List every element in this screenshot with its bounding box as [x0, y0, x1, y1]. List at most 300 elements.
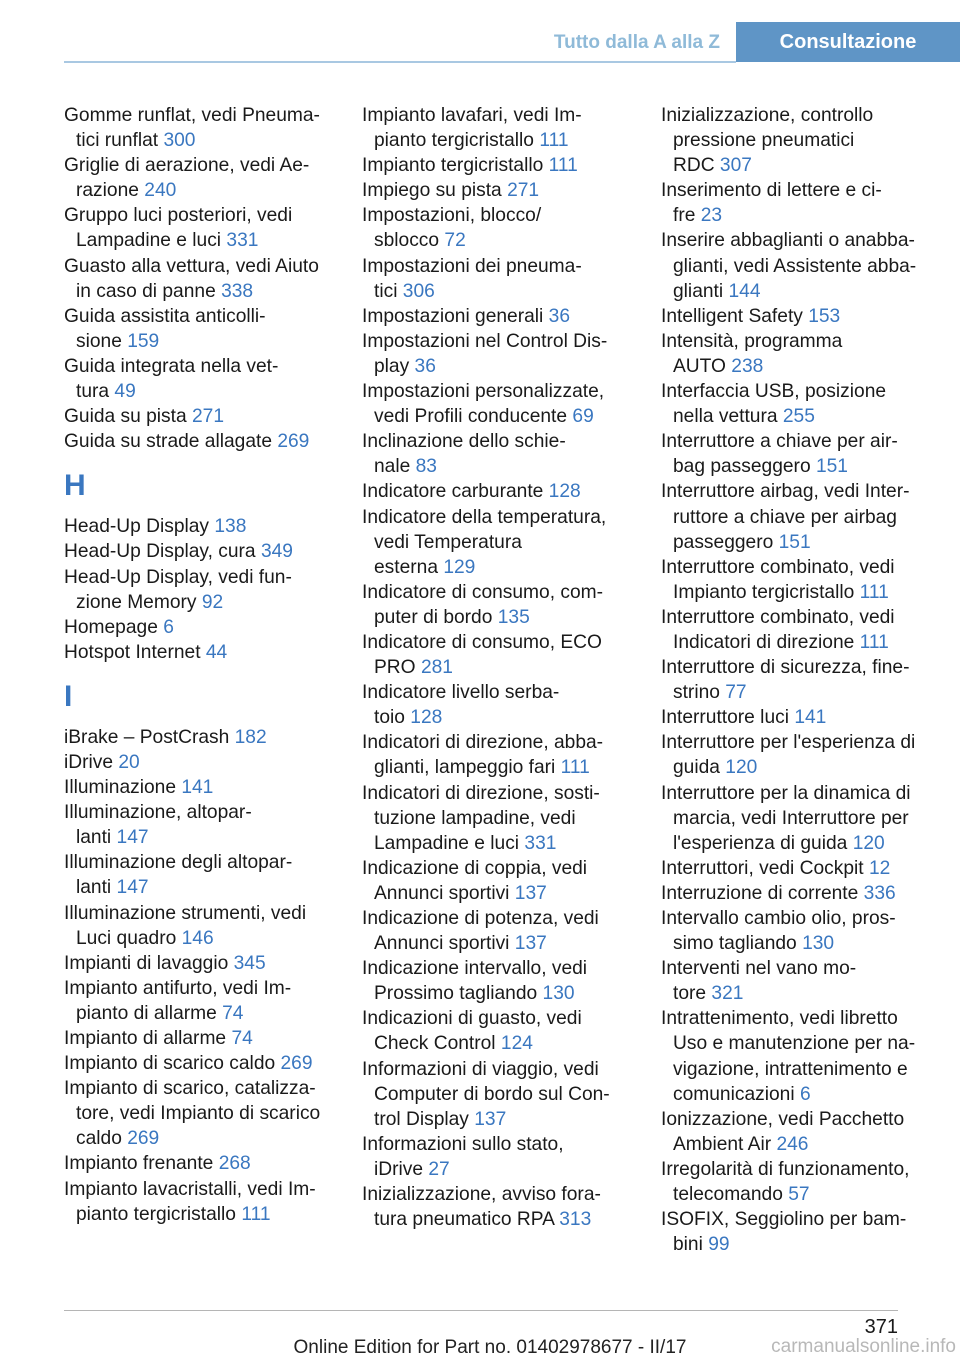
index-entry	[362, 730, 626, 755]
index-entry	[76, 128, 336, 153]
index-entry	[362, 103, 626, 128]
page-link[interactable]: 92	[201, 591, 224, 613]
page-link[interactable]: 144	[728, 280, 761, 302]
entry-text: guida	[673, 757, 720, 779]
index-entry	[673, 831, 933, 856]
entry-text: Head-Up Display	[64, 516, 210, 538]
entry-text: Interruttore luci	[661, 707, 789, 729]
entry-text: Indicazione di potenza, vedi	[362, 908, 599, 929]
entry-text: Interruttore per l'esperienza di	[661, 732, 916, 754]
index-entry	[64, 901, 336, 926]
page-link[interactable]: 111	[859, 581, 889, 603]
index-entry	[661, 781, 933, 806]
index-entry	[374, 128, 626, 153]
page-link[interactable]: 129	[443, 556, 476, 578]
page-link[interactable]: 6	[799, 1083, 811, 1105]
entry-text: Interruttori, vedi Cockpit	[661, 857, 864, 879]
entry-text: Impianto di scarico caldo	[64, 1053, 276, 1075]
index-entry	[362, 304, 626, 329]
entry-text: passeggero	[673, 531, 774, 553]
index-entry	[374, 1107, 626, 1132]
index-entry	[673, 404, 933, 429]
entry-text: Impiego su pista	[362, 180, 502, 202]
page-link[interactable]: 313	[559, 1209, 592, 1231]
entry-text: Interruttore combinato, vedi	[661, 606, 895, 628]
index-entry	[362, 580, 626, 605]
index-entry	[362, 379, 626, 404]
entry-text: tore	[673, 983, 707, 1005]
entry-text: AUTO	[673, 355, 726, 377]
page-link[interactable]: 120	[852, 832, 885, 854]
entry-text: glianti, vedi Assistente abba‐	[673, 255, 917, 277]
entry-text: Indicatori di direzione	[673, 631, 855, 653]
page-link[interactable]: 307	[719, 155, 752, 177]
page-link[interactable]: 77	[725, 682, 747, 704]
page-link[interactable]: 240	[144, 180, 177, 202]
index-entry	[362, 1006, 626, 1031]
entry-text: Informazioni di viaggio, vedi	[362, 1058, 599, 1080]
page-link[interactable]: 74	[222, 1002, 244, 1024]
page-link[interactable]: 6	[163, 616, 174, 638]
entry-text: Impostazioni generali	[362, 305, 544, 327]
page-link[interactable]: 268	[218, 1153, 251, 1175]
index-entry	[673, 1082, 933, 1107]
entry-text: Impianto frenante	[64, 1153, 214, 1175]
entry-text: comunicazioni	[673, 1083, 795, 1105]
index-entry	[374, 655, 626, 680]
edition-note: Online Edition for Part no. 01402978677 - II/17	[293, 1337, 687, 1358]
page-link[interactable]: 83	[415, 456, 437, 478]
entry-text: Guida su pista	[64, 406, 187, 428]
page-link[interactable]: 271	[507, 180, 540, 202]
index-entry	[374, 228, 626, 253]
page-link[interactable]: 321	[711, 983, 744, 1005]
index-entry	[673, 806, 933, 831]
entry-text: Interruttore combinato, vedi	[661, 556, 895, 578]
index-entry	[374, 931, 626, 956]
entry-text: telecomando	[673, 1184, 783, 1206]
entry-text: Head-Up Display, vedi fun‐	[64, 566, 292, 588]
page-link[interactable]: 238	[731, 355, 764, 377]
index-entry	[661, 555, 933, 580]
entry-text: Impianto di allarme	[64, 1028, 227, 1049]
index-entry	[374, 354, 626, 379]
index-entry	[362, 429, 626, 454]
page-link[interactable]: 111	[560, 757, 590, 779]
page-link[interactable]: 57	[788, 1184, 810, 1206]
entry-text: nale	[374, 456, 411, 478]
entry-text: Inizializzazione, avviso fora‐	[362, 1184, 601, 1206]
index-entry	[673, 505, 933, 530]
page-link[interactable]: 255	[782, 406, 815, 428]
entry-text: Inclinazione dello schie‐	[362, 431, 566, 453]
index-entry	[362, 203, 626, 228]
index-entry	[673, 755, 933, 780]
page-link[interactable]: 111	[859, 631, 889, 653]
entry-text: bini	[673, 1234, 703, 1256]
index-entry	[64, 615, 336, 640]
index-entry	[673, 1132, 933, 1157]
entry-text: Ambient Air	[673, 1133, 772, 1155]
index-entry	[64, 850, 336, 875]
entry-text: Inizializzazione, controllo	[661, 105, 874, 126]
page-link[interactable]: 138	[214, 516, 247, 538]
index-entry	[374, 705, 626, 730]
index-entry	[76, 1001, 336, 1026]
page-link[interactable]: 135	[497, 606, 530, 628]
index-entry	[64, 254, 336, 279]
page-link[interactable]: 99	[708, 1234, 730, 1256]
index-entry	[76, 1202, 336, 1227]
index-entry	[673, 1232, 933, 1257]
entry-text: Impostazioni, blocco/	[362, 205, 542, 227]
index-entry	[661, 655, 933, 680]
entry-text: Uso e manutenzione per na‐	[673, 1033, 916, 1055]
page-link[interactable]: 128	[410, 707, 443, 729]
entry-text: l'esperienza di guida	[673, 832, 848, 854]
index-entry	[661, 379, 933, 404]
index-entry	[661, 329, 933, 354]
tab-consultazione[interactable]: Consultazione	[736, 22, 960, 62]
index-entry	[362, 630, 626, 655]
entry-text: Interventi nel vano mo‐	[661, 958, 857, 980]
entry-text: glianti	[673, 280, 724, 302]
index-entry	[76, 1126, 336, 1151]
entry-text: puter di bordo	[374, 606, 493, 628]
index-entry	[661, 304, 933, 329]
entry-text: Griglie di aerazione, vedi Ae‐	[64, 155, 310, 177]
entry-text: caldo	[76, 1128, 122, 1150]
index-entry	[673, 203, 933, 228]
index-entry	[661, 429, 933, 454]
page-link[interactable]: 111	[241, 1203, 271, 1225]
index-entry	[374, 530, 626, 555]
page-link[interactable]: 130	[802, 933, 835, 955]
index-entry	[64, 800, 336, 825]
entry-text: Computer di bordo sul Con‐	[374, 1083, 610, 1105]
entry-text: bag passeggero	[673, 456, 811, 478]
index-entry	[64, 103, 336, 128]
index-entry	[76, 178, 336, 203]
entry-text: trol Display	[374, 1108, 469, 1130]
entry-text: Intrattenimento, vedi libretto	[661, 1008, 898, 1030]
entry-text: zione Memory	[76, 591, 197, 613]
index-entry	[362, 856, 626, 881]
entry-text: Impianto tergicristallo	[673, 581, 855, 603]
index-entry	[64, 750, 336, 775]
index-entry	[64, 1151, 336, 1176]
entry-text: Interruttore a chiave per air‐	[661, 431, 898, 453]
index-entry	[661, 1006, 933, 1031]
index-entry	[362, 781, 626, 806]
entry-text: Impianto lavacristalli, vedi Im‐	[64, 1178, 316, 1200]
entry-text: Indicatore livello serba‐	[362, 682, 560, 704]
watermark: carmanualsonline.info	[771, 1336, 956, 1357]
index-entry	[661, 856, 933, 881]
entry-text: Impianto antifurto, vedi Im‐	[64, 977, 292, 999]
entry-text: vigazione, intrattenimento e	[673, 1058, 908, 1080]
page-link[interactable]: 27	[428, 1158, 450, 1180]
index-entry	[374, 404, 626, 429]
index-entry	[374, 555, 626, 580]
entry-text: nella vettura	[673, 406, 778, 428]
index-entry	[362, 1132, 626, 1157]
page-link[interactable]: 146	[181, 927, 214, 949]
index-entry	[661, 956, 933, 981]
index-column-2	[362, 103, 626, 1232]
entry-text: Gomme runflat, vedi Pneuma‐	[64, 105, 320, 126]
page-link[interactable]: 49	[114, 381, 136, 403]
index-entry	[64, 514, 336, 539]
entry-text: Indicatori di direzione, sosti‐	[362, 782, 600, 804]
index-entry	[362, 254, 626, 279]
entry-text: Lampadine e luci	[374, 832, 520, 854]
entry-text: fre	[673, 205, 696, 227]
index-entry	[374, 454, 626, 479]
entry-text: Indicatori di direzione, abba‐	[362, 732, 604, 754]
page-link[interactable]: 246	[776, 1133, 809, 1155]
entry-text: vedi Profili conducente	[374, 406, 568, 428]
page-link[interactable]: 269	[280, 1053, 313, 1075]
index-entry	[64, 429, 336, 454]
page-link[interactable]: 331	[226, 230, 259, 252]
page-link[interactable]: 44	[205, 641, 228, 663]
entry-text: Indicazione di coppia, vedi	[362, 857, 588, 879]
entry-text: Indicazione intervallo, vedi	[362, 958, 588, 980]
page-link[interactable]: 137	[474, 1108, 507, 1130]
entry-text: pressione pneumatici	[673, 130, 855, 152]
entry-text: Guida assistita anticolli‐	[64, 305, 266, 327]
index-entry	[76, 379, 336, 404]
index-entry	[362, 1057, 626, 1082]
page-link[interactable]: 349	[260, 541, 293, 563]
entry-text: Homepage	[64, 616, 158, 638]
entry-text: razione	[76, 180, 139, 202]
entry-text: Impostazioni personalizzate,	[362, 381, 605, 403]
entry-text: Interruttore di sicurezza, fine‐	[661, 657, 910, 679]
page-link[interactable]: 300	[163, 130, 196, 152]
entry-text: pianto tergicristallo	[76, 1203, 236, 1225]
entry-text: Ionizzazione, vedi Pacchetto	[661, 1108, 905, 1130]
entry-text: Indicazioni di guasto, vedi	[362, 1008, 582, 1030]
entry-text: Annunci sportivi	[374, 933, 510, 955]
entry-text: Impostazioni nel Control Dis‐	[362, 330, 608, 352]
index-entry	[673, 454, 933, 479]
index-entry	[661, 881, 933, 906]
entry-text: Prossimo tagliando	[374, 983, 538, 1005]
index-entry	[64, 1026, 336, 1051]
entry-text: Illuminazione degli altopar‐	[64, 852, 293, 874]
page-link[interactable]: 23	[700, 205, 723, 227]
index-entry	[673, 981, 933, 1006]
index-letter-i: I	[64, 679, 73, 713]
page-link[interactable]: 271	[192, 406, 225, 428]
entry-text: ISOFIX, Seggiolino per bam‐	[661, 1209, 907, 1231]
index-entry	[64, 203, 336, 228]
index-entry	[76, 329, 336, 354]
entry-text: Intensità, programma	[661, 330, 843, 352]
index-entry	[374, 1031, 626, 1056]
entry-text: Indicatore di consumo, ECO	[362, 631, 602, 653]
index-entry	[374, 1082, 626, 1107]
index-entry	[76, 825, 336, 850]
page-link[interactable]: 147	[116, 827, 149, 849]
entry-text: Impianto lavafari, vedi Im‐	[362, 105, 582, 126]
index-entry	[76, 875, 336, 900]
entry-text: Illuminazione, altopar‐	[64, 802, 252, 824]
page-link[interactable]: 36	[548, 305, 571, 327]
index-entry	[374, 1157, 626, 1182]
index-entry	[64, 1177, 336, 1202]
page-link[interactable]: 111	[548, 155, 578, 177]
entry-text: Interruttore per la dinamica di	[661, 782, 911, 804]
page-link[interactable]: 74	[231, 1028, 253, 1049]
entry-text: toio	[374, 707, 405, 729]
entry-text: Indicatore carburante	[362, 481, 544, 503]
entry-text: Inserire abbaglianti o anabba‐	[661, 230, 915, 252]
index-entry	[64, 725, 336, 750]
page-link[interactable]: 338	[221, 280, 254, 302]
page-link[interactable]: 130	[542, 983, 575, 1005]
index-column-1	[64, 103, 336, 1227]
entry-text: Head-Up Display, cura	[64, 541, 256, 563]
index-entry	[362, 178, 626, 203]
page-link[interactable]: 147	[116, 877, 149, 899]
page-link[interactable]: 12	[868, 857, 891, 879]
entry-text: Intelligent Safety	[661, 305, 803, 327]
entry-text: Impianto di scarico, catalizza‐	[64, 1078, 316, 1100]
entry-text: Guasto alla vettura, vedi Aiuto	[64, 255, 319, 277]
entry-text: Informazioni sullo stato,	[362, 1133, 564, 1155]
page-link[interactable]: 124	[500, 1033, 533, 1055]
entry-text: Impianto tergicristallo	[362, 155, 544, 177]
page-link[interactable]: 69	[572, 406, 594, 428]
index-entry	[673, 1057, 933, 1082]
page-link[interactable]: 151	[778, 531, 811, 553]
index-entry	[673, 680, 933, 705]
index-entry	[661, 1157, 933, 1182]
entry-text: Interfaccia USB, posizione	[661, 381, 887, 403]
entry-text: Indicatore di consumo, com‐	[362, 581, 604, 603]
index-entry	[673, 530, 933, 555]
page-link[interactable]: 111	[539, 130, 569, 152]
page-link[interactable]: 345	[233, 952, 266, 974]
index-entry	[362, 505, 626, 530]
entry-text: RDC	[673, 155, 715, 177]
page-link[interactable]: 331	[524, 832, 557, 854]
page-link[interactable]: 153	[808, 305, 841, 327]
index-entry	[362, 153, 626, 178]
index-entry	[374, 806, 626, 831]
page-link[interactable]: 281	[420, 657, 453, 679]
page-link[interactable]: 159	[127, 330, 160, 352]
index-entry	[673, 630, 933, 655]
index-entry	[673, 931, 933, 956]
page-link[interactable]: 306	[402, 280, 435, 302]
index-entry	[64, 354, 336, 379]
index-entry	[374, 279, 626, 304]
page-link[interactable]: 128	[548, 481, 581, 503]
entry-text: Illuminazione strumenti, vedi	[64, 902, 307, 924]
entry-text: pianto di allarme	[76, 1002, 217, 1024]
page-link[interactable]: 20	[118, 751, 140, 773]
entry-text: strino	[673, 682, 720, 704]
entry-text: tura	[76, 381, 110, 403]
index-entry	[661, 705, 933, 730]
index-entry	[64, 565, 336, 590]
index-entry	[673, 254, 933, 279]
index-entry	[673, 128, 933, 153]
index-entry	[76, 926, 336, 951]
entry-text: glianti, lampeggio fari	[374, 757, 556, 779]
entry-text: Illuminazione	[64, 777, 176, 799]
index-entry	[362, 906, 626, 931]
page-number: 371	[864, 1316, 898, 1338]
page-link[interactable]: 120	[725, 757, 758, 779]
index-entry	[661, 479, 933, 504]
index-entry	[673, 1182, 933, 1207]
index-entry	[374, 831, 626, 856]
entry-text: lanti	[76, 827, 112, 849]
page-link[interactable]: 36	[414, 355, 436, 377]
page-link[interactable]: 269	[277, 431, 310, 453]
page-link[interactable]: 269	[127, 1128, 160, 1150]
index-entry	[76, 590, 336, 615]
index-entry	[64, 153, 336, 178]
page-link[interactable]: 336	[863, 882, 896, 904]
entry-text: tici	[374, 280, 398, 302]
entry-text: Impostazioni dei pneuma‐	[362, 255, 582, 277]
page-link[interactable]: 182	[234, 726, 267, 748]
entry-text: Hotspot Internet	[64, 641, 201, 663]
entry-text: pianto tergicristallo	[374, 130, 534, 152]
index-entry	[76, 279, 336, 304]
entry-text: Guida integrata nella vet‐	[64, 355, 279, 377]
page-link[interactable]: 72	[444, 230, 466, 252]
entry-text: iDrive	[64, 751, 114, 773]
index-entry	[374, 605, 626, 630]
section-title: Tutto dalla A alla Z	[553, 32, 720, 53]
entry-text: vedi Temperatura	[374, 531, 522, 553]
entry-text: tici runflat	[76, 130, 159, 152]
entry-text: marcia, vedi Interruttore per	[673, 807, 909, 829]
page-link[interactable]: 141	[794, 707, 827, 729]
index-entry	[673, 153, 933, 178]
entry-text: tuzione lampadine, vedi	[374, 807, 576, 829]
footer-rule	[64, 1310, 898, 1311]
index-entry	[64, 304, 336, 329]
page-header	[0, 0, 960, 64]
entry-text: sblocco	[374, 230, 440, 252]
index-entry	[362, 680, 626, 705]
index-entry	[661, 906, 933, 931]
index-entry	[362, 329, 626, 354]
entry-text: tura pneumatico RPA	[374, 1209, 554, 1231]
page-link[interactable]: 137	[514, 882, 547, 904]
index-entry	[64, 1076, 336, 1101]
index-entry	[374, 755, 626, 780]
index-column-3	[661, 103, 933, 1257]
entry-text: Lampadine e luci	[76, 230, 222, 252]
index-entry	[64, 1051, 336, 1076]
page-link[interactable]: 137	[514, 933, 547, 955]
index-entry	[661, 228, 933, 253]
index-entry	[64, 640, 336, 665]
page-link[interactable]: 151	[815, 456, 848, 478]
entry-text: Inserimento di lettere e ci‐	[661, 180, 882, 202]
entry-text: Check Control	[374, 1033, 496, 1055]
page-link[interactable]: 141	[181, 777, 214, 799]
